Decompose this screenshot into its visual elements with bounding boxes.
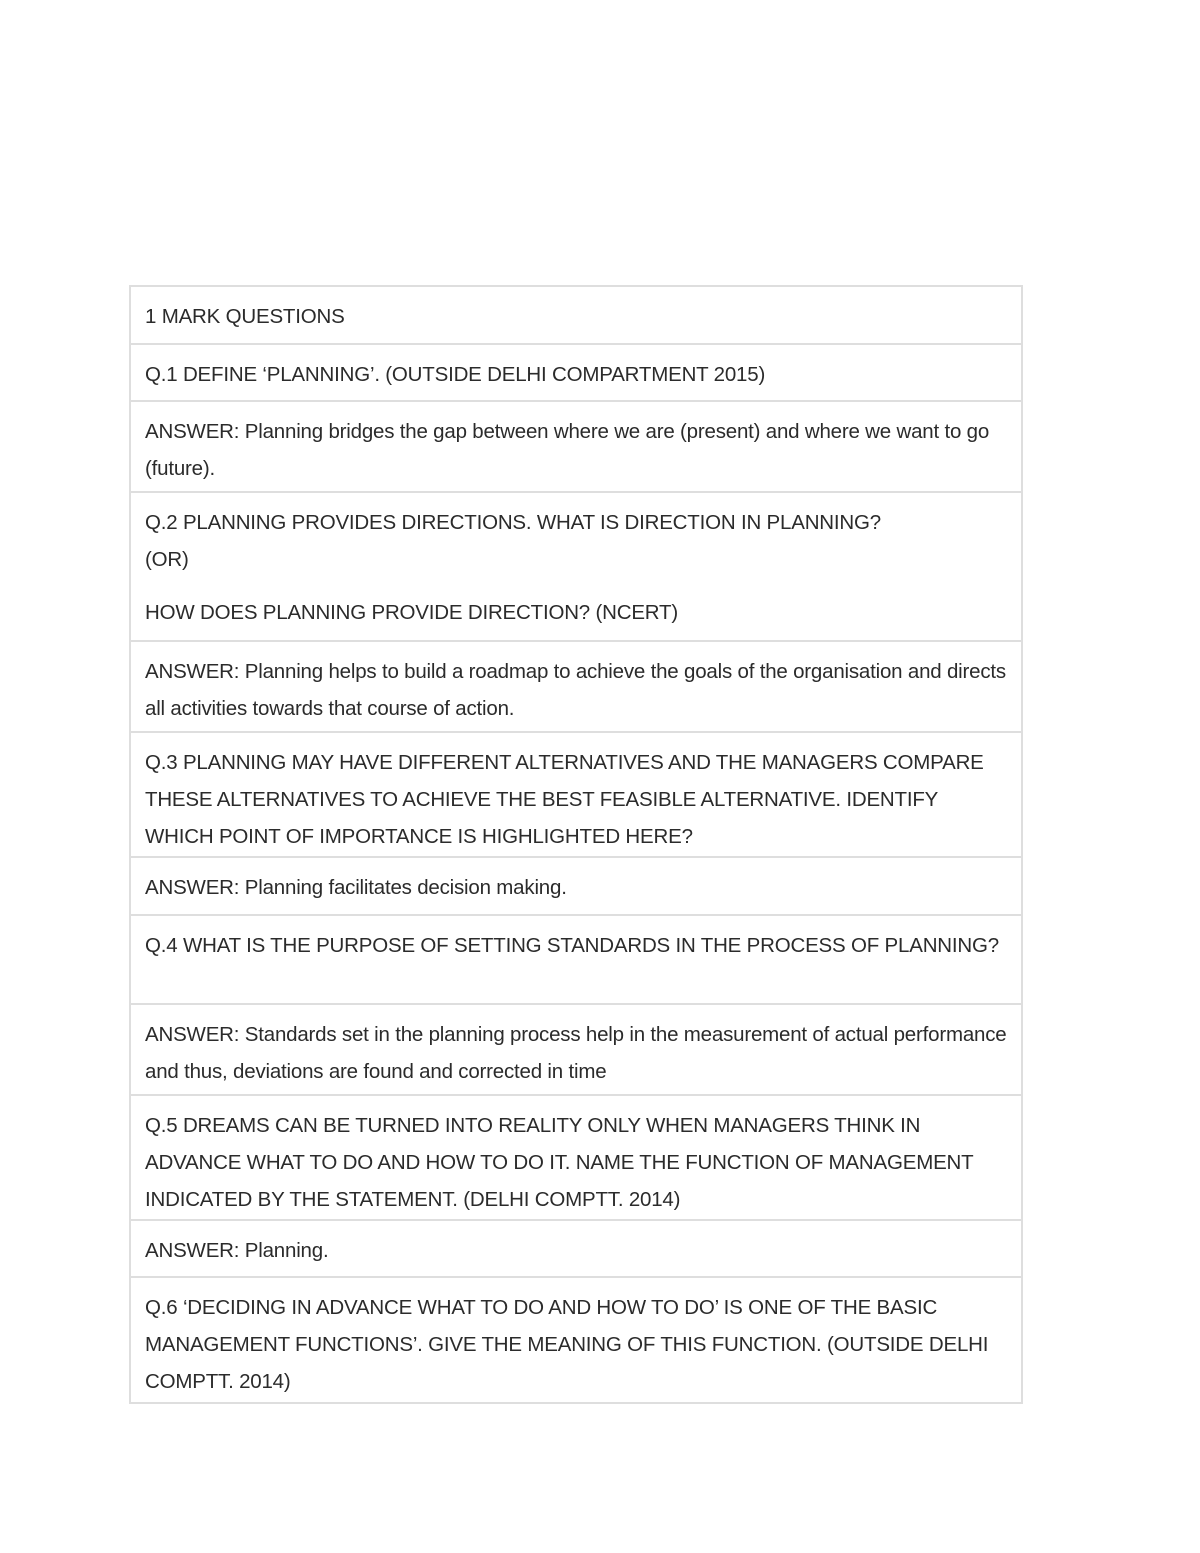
question-2-or: (OR) — [145, 548, 189, 571]
question-row-1 — [131, 345, 1021, 402]
question-6-text: Q.6 ‘DECIDING IN ADVANCE WHAT TO DO AND HOW TO DO’ IS ONE OF THE BASIC MANAGEMENT FUNCTIONS’. GIVE THE MEANING OF THIS FUNCTION. (OUTSIDE DELHI COMPTT. 2014) — [145, 1296, 989, 1393]
answer-row-1 — [131, 402, 1021, 493]
question-4-text: Q.4 WHAT IS THE PURPOSE OF SETTING STANDARDS IN THE PROCESS OF PLANNING? — [145, 934, 999, 957]
answer-row-4 — [131, 1005, 1021, 1096]
answer-5-text: ANSWER: Planning. — [145, 1239, 329, 1262]
answer-row-5 — [131, 1221, 1021, 1278]
question-row-6 — [131, 1278, 1021, 1402]
question-row-5 — [131, 1096, 1021, 1221]
question-row-4 — [131, 916, 1021, 1005]
answer-row-3 — [131, 858, 1021, 916]
question-2-text: Q.2 PLANNING PROVIDES DIRECTIONS. WHAT IS DIRECTION IN PLANNING? — [145, 511, 881, 534]
question-row-2 — [131, 493, 1021, 642]
section-heading-row — [131, 287, 1021, 345]
answer-row-2 — [131, 642, 1021, 733]
answer-1-text: ANSWER: Planning bridges the gap between where we are (present) and where we want to go (future). — [145, 420, 990, 480]
question-row-3 — [131, 733, 1021, 858]
answer-4-text: ANSWER: Standards set in the planning process help in the measurement of actual performance and thus, deviations are found and corrected in time — [145, 1023, 1007, 1083]
answer-3-text: ANSWER: Planning facilitates decision making. — [145, 876, 567, 899]
questions-table — [129, 285, 1023, 1404]
answer-2-text: ANSWER: Planning helps to build a roadmap to achieve the goals of the organisation and directs all activities towards that course of action. — [145, 660, 1006, 720]
question-2-alt-text: HOW DOES PLANNING PROVIDE DIRECTION? (NCERT) — [145, 601, 678, 624]
question-3-text: Q.3 PLANNING MAY HAVE DIFFERENT ALTERNATIVES AND THE MANAGERS COMPARE THESE ALTERNATIVES TO ACHIEVE THE BEST FEASIBLE ALTERNATIVE. IDENTIFY WHICH POINT OF IMPORTANCE IS HIGHLIGHTED HERE? — [145, 751, 984, 848]
section-heading: 1 MARK QUESTIONS — [145, 305, 345, 328]
question-5-text: Q.5 DREAMS CAN BE TURNED INTO REALITY ONLY WHEN MANAGERS THINK IN ADVANCE WHAT TO DO AND HOW TO DO IT. NAME THE FUNCTION OF MANAGEMENT INDICATED BY THE STATEMENT. (DELHI COMPTT. 2014) — [145, 1114, 974, 1211]
question-1-text: Q.1 DEFINE ‘PLANNING’. (OUTSIDE DELHI COMPARTMENT 2015) — [145, 363, 766, 386]
